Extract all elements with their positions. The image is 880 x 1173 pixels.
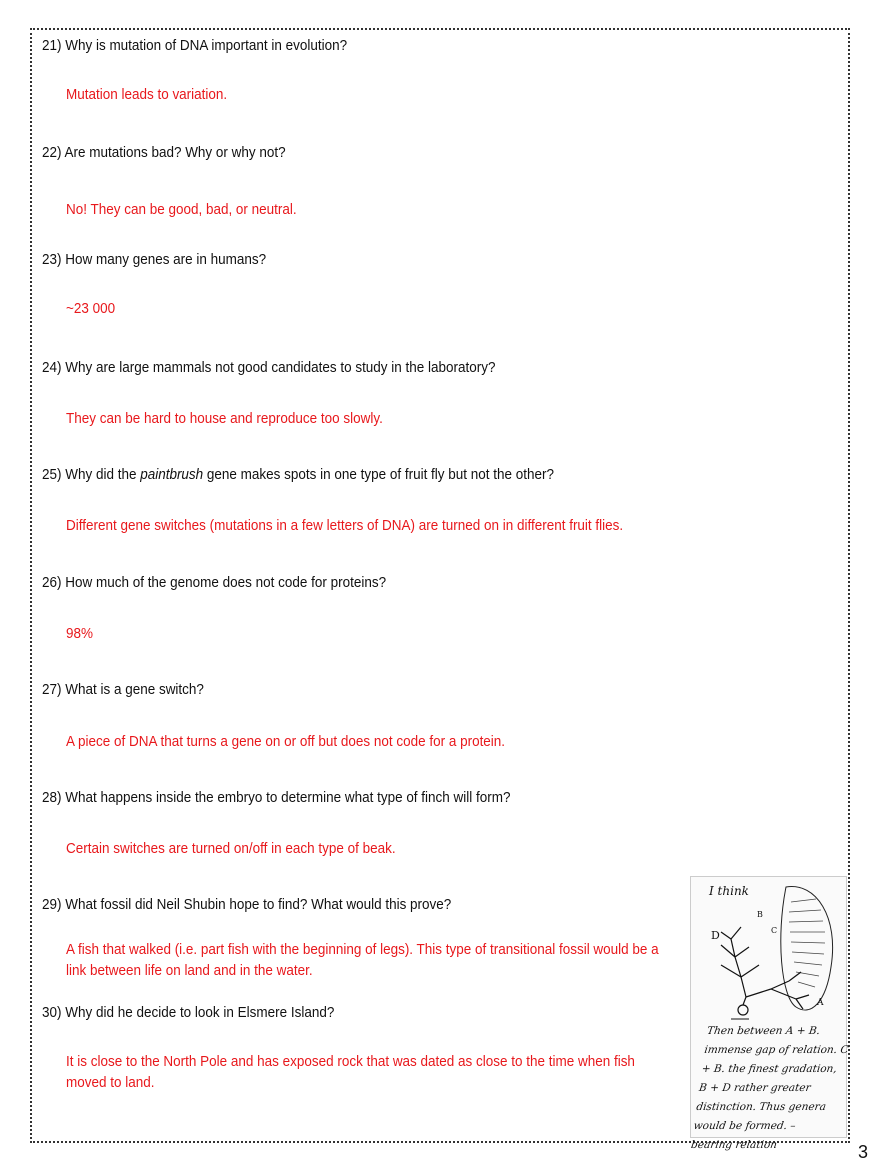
answer-30: It is close to the North Pole and has exposed rock that was dated as close to the time when fish moved to land.	[66, 1054, 635, 1091]
answer-29: A fish that walked (i.e. part fish with the beginning of legs). This type of transitional fossil would be a link between life on land and in the water.	[66, 942, 659, 979]
question-30	[42, 1005, 334, 1021]
answer-21: Mutation leads to variation.	[66, 87, 228, 103]
question-text: How many genes are in humans?	[65, 252, 267, 268]
question-23	[42, 252, 266, 268]
question-text: How much of the genome does not code for proteins?	[65, 575, 387, 591]
answer-28: Certain switches are turned on/off in each type of beak.	[66, 841, 396, 857]
label-a: A	[817, 998, 824, 1008]
answer-26: 98%	[66, 626, 93, 642]
question-26	[42, 575, 386, 591]
question-25	[42, 467, 554, 483]
question-number: 22)	[42, 145, 62, 161]
question-text: What fossil did Neil Shubin hope to find? What would this prove?	[65, 897, 452, 913]
question-27	[42, 682, 204, 698]
question-28	[42, 790, 510, 806]
question-number: 30)	[42, 1005, 62, 1021]
question-text-cont: gene makes spots in one type of fruit fly but not the other?	[203, 467, 555, 483]
question-text: Why did the	[65, 467, 141, 483]
question-number: 26)	[42, 575, 62, 591]
question-24	[42, 360, 496, 376]
tree-sketch-drawing	[690, 877, 850, 1151]
question-number: 29)	[42, 897, 62, 913]
label-b: B	[757, 910, 763, 919]
question-text: Why did he decide to look in Elsmere Island?	[65, 1005, 335, 1021]
label-d: D	[711, 929, 720, 942]
question-number: 21)	[42, 38, 62, 54]
answer-22: No! They can be good, bad, or neutral.	[66, 202, 297, 218]
answer-23: ~23 000	[66, 301, 116, 317]
answer-27: A piece of DNA that turns a gene on or off but does not code for a protein.	[66, 734, 506, 750]
answer-25: Different gene switches (mutations in a few letters of DNA) are turned on in different fruit flies.	[66, 518, 624, 534]
page-number: 3	[857, 1142, 868, 1162]
question-number: 28)	[42, 790, 62, 806]
darwin-tree-sketch	[690, 876, 850, 1151]
question-number: 27)	[42, 682, 62, 698]
question-number: 25)	[42, 467, 62, 483]
sketch-caption: I think	[709, 884, 749, 898]
label-c: C	[771, 926, 778, 935]
question-22	[42, 145, 286, 161]
answer-24: They can be hard to house and reproduce too slowly.	[66, 411, 383, 427]
question-29	[42, 897, 451, 913]
sketch-handwriting: Then between A + B. immense gap of relation. C + B. the finest gradation, B + D rather greater distinction. Thus genera would be formed. – bearing relation	[690, 1025, 850, 1151]
question-21	[42, 38, 347, 54]
question-text: What is a gene switch?	[65, 682, 204, 698]
question-text: Why are large mammals not good candidates to study in the laboratory?	[65, 360, 496, 376]
gene-name-italic: paintbrush	[140, 467, 204, 483]
question-number: 23)	[42, 252, 62, 268]
question-text: Are mutations bad? Why or why not?	[64, 145, 286, 161]
question-number: 24)	[42, 360, 62, 376]
question-text: Why is mutation of DNA important in evolution?	[65, 38, 348, 54]
question-text: What happens inside the embryo to determine what type of finch will form?	[65, 790, 511, 806]
